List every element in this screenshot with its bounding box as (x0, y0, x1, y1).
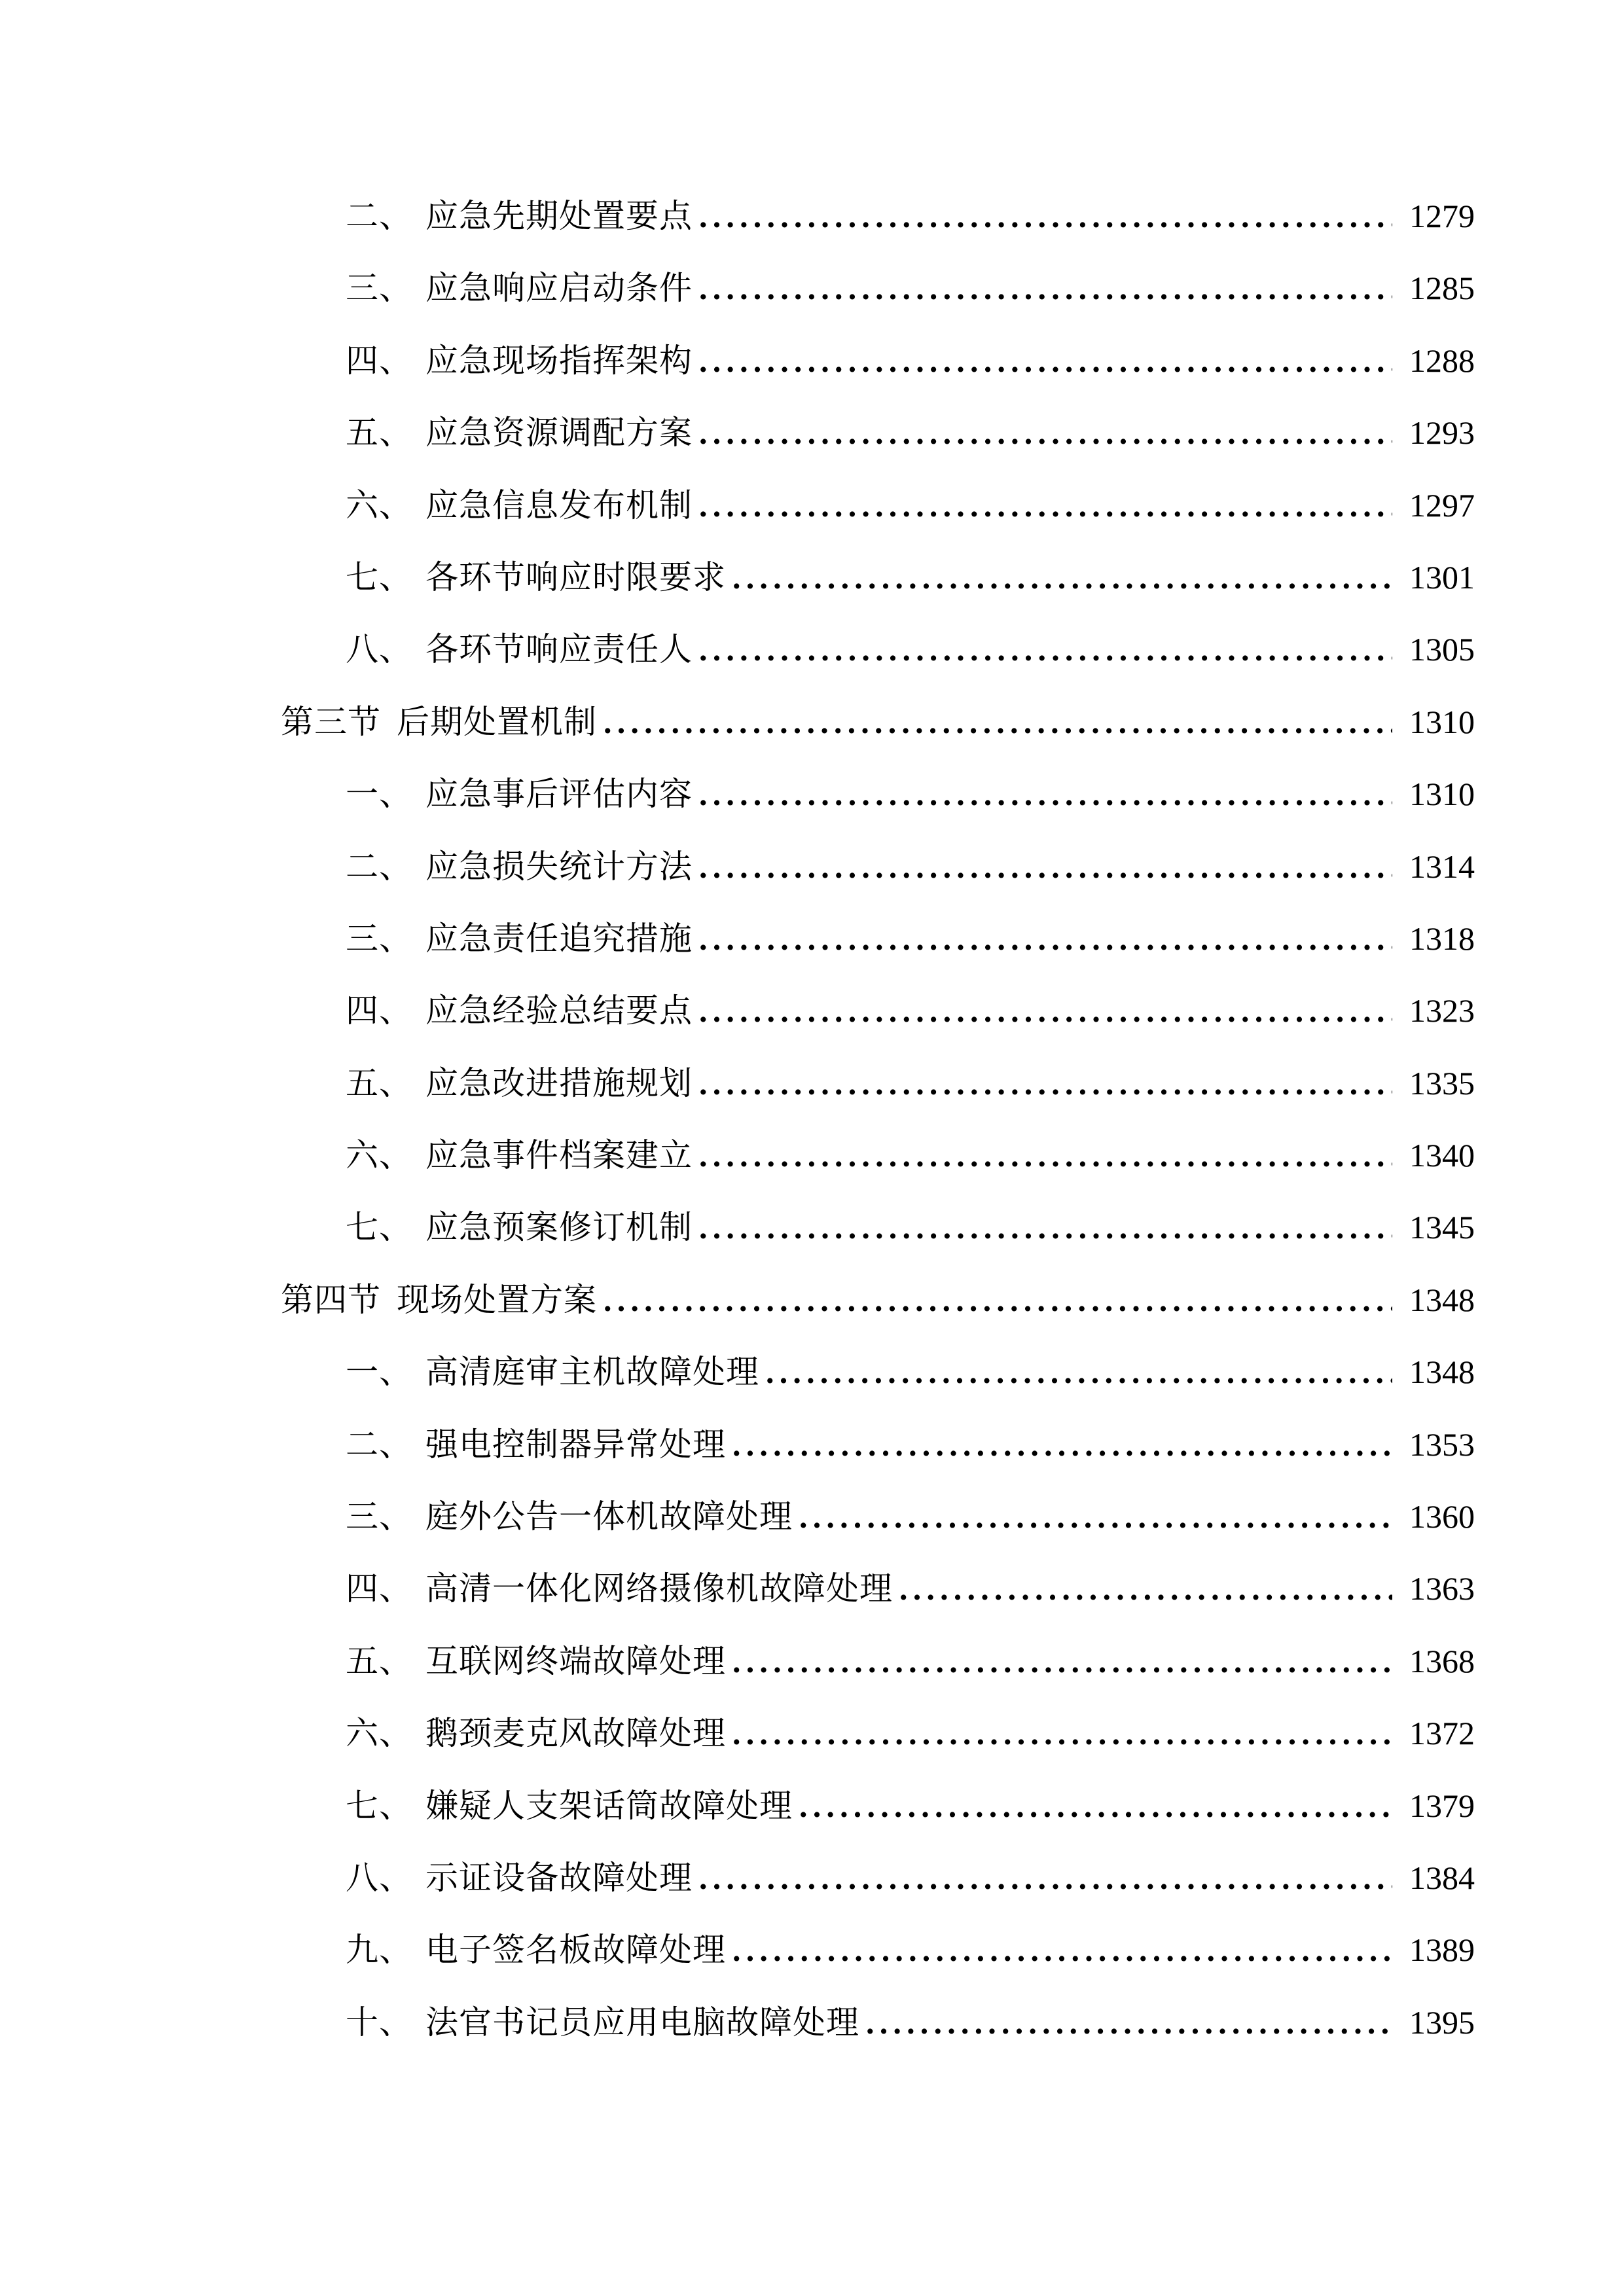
toc-entry-page-number: 1285 (1409, 270, 1475, 307)
toc-entry-page-number: 1348 (1409, 1354, 1475, 1391)
toc-entry-number: 七、 (346, 1787, 412, 1824)
toc-entry-page-number: 1293 (1409, 414, 1475, 452)
toc-entry (0, 1191, 1624, 1263)
toc-entry-title: 应急预案修订机制 (425, 1209, 693, 1246)
dot-leader (699, 469, 1392, 541)
toc-entry-title: 各环节响应责任人 (425, 631, 693, 668)
toc-entry (0, 397, 1624, 469)
toc-entry-number: 七、 (346, 558, 412, 596)
toc-entry-number: 五、 (346, 414, 412, 452)
toc-entry (0, 1480, 1624, 1552)
toc-entry-title: 应急损失统计方法 (425, 848, 693, 885)
dot-leader (766, 1336, 1392, 1408)
toc-entry-page-number: 1335 (1409, 1064, 1475, 1102)
toc-entry (0, 1986, 1624, 2058)
toc-entry-title: 应急事后评估内容 (425, 776, 693, 813)
toc-entry (0, 1119, 1624, 1191)
toc-entry-title: 嫌疑人支架话筒故障处理 (425, 1787, 793, 1824)
toc-entry-page-number: 1323 (1409, 992, 1475, 1030)
toc-entry (0, 1842, 1624, 1914)
toc-entry (0, 541, 1624, 613)
dot-leader (699, 1047, 1392, 1119)
toc-entry-page-number: 1318 (1409, 920, 1475, 957)
toc-entry (0, 1264, 1624, 1336)
toc-entry (0, 975, 1624, 1047)
toc-entry (0, 1770, 1624, 1842)
dot-leader (604, 686, 1392, 758)
toc-entry-number: 八、 (346, 1859, 412, 1896)
toc-entry-title: 应急响应启动条件 (425, 270, 693, 307)
toc-entry-page-number: 1288 (1409, 342, 1475, 379)
toc-entry-number: 六、 (346, 1137, 412, 1174)
dot-leader (799, 1480, 1392, 1552)
toc-entry-title: 强电控制器异常处理 (425, 1426, 726, 1463)
toc-entry-title: 庭外公告一体机故障处理 (425, 1498, 793, 1535)
toc-entry-number: 四、 (346, 342, 412, 379)
toc-entry-page-number: 1395 (1409, 2003, 1475, 2041)
toc-entry-title: 应急经验总结要点 (425, 992, 693, 1030)
dot-leader (699, 1842, 1392, 1914)
dot-leader (699, 180, 1392, 252)
toc-entry-page-number: 1384 (1409, 1859, 1475, 1896)
dot-leader (732, 1625, 1392, 1697)
toc-entry-title: 示证设备故障处理 (425, 1859, 693, 1896)
toc-entry (0, 758, 1624, 830)
toc-entry-number: 一、 (346, 776, 412, 813)
toc-entry-title: 后期处置机制 (397, 703, 597, 740)
toc-entry-page-number: 1363 (1409, 1570, 1475, 1607)
toc-entry-page-number: 1372 (1409, 1715, 1475, 1752)
toc-entry (0, 1336, 1624, 1408)
dot-leader (699, 758, 1392, 830)
dot-leader (699, 613, 1392, 685)
toc-entry-title: 互联网终端故障处理 (425, 1642, 726, 1679)
toc-entry-title: 应急改进措施规划 (425, 1064, 693, 1102)
toc-entry (0, 469, 1624, 541)
toc-entry-page-number: 1368 (1409, 1642, 1475, 1679)
toc-entry-number: 四、 (346, 992, 412, 1030)
dot-leader (699, 397, 1392, 469)
toc-entry-page-number: 1279 (1409, 198, 1475, 234)
toc-entry-number: 七、 (346, 1209, 412, 1246)
dot-leader (699, 831, 1392, 903)
toc-entry-page-number: 1305 (1409, 631, 1475, 668)
toc-entry-number: 二、 (346, 848, 412, 885)
toc-entry-number: 三、 (346, 1498, 412, 1535)
dot-leader (732, 1697, 1392, 1769)
dot-leader (866, 1986, 1392, 2058)
dot-leader (899, 1552, 1392, 1624)
toc-entry-page-number: 1360 (1409, 1498, 1475, 1535)
dot-leader (604, 1264, 1392, 1336)
toc-entry (0, 325, 1624, 397)
toc-entry (0, 686, 1624, 758)
toc-entry-page-number: 1379 (1409, 1787, 1475, 1824)
toc-entry-page-number: 1340 (1409, 1137, 1475, 1174)
toc-entry-number: 五、 (346, 1642, 412, 1679)
toc-entry-page-number: 1345 (1409, 1209, 1475, 1246)
toc-entry (0, 1408, 1624, 1480)
toc-entry-page-number: 1310 (1409, 776, 1475, 813)
toc-entry (0, 903, 1624, 975)
dot-leader (699, 252, 1392, 324)
dot-leader (799, 1770, 1392, 1842)
toc-entry-number: 十、 (346, 2003, 412, 2041)
toc-entry-number: 五、 (346, 1064, 412, 1102)
toc-entry-title: 鹅颈麦克风故障处理 (425, 1715, 726, 1752)
toc-entry-number: 一、 (346, 1354, 412, 1391)
toc-entry-title: 现场处置方案 (397, 1281, 597, 1318)
toc-entry-number: 六、 (346, 486, 412, 524)
toc-entry-title: 各环节响应时限要求 (425, 558, 726, 596)
toc-entry-page-number: 1314 (1409, 848, 1475, 885)
dot-leader (732, 541, 1392, 613)
dot-leader (699, 325, 1392, 397)
toc-entry (0, 1625, 1624, 1697)
toc-entry-title: 应急资源调配方案 (425, 414, 693, 452)
toc-entry (0, 1914, 1624, 1986)
dot-leader (699, 1119, 1392, 1191)
toc-entry-number: 三、 (346, 270, 412, 307)
toc-entry-title: 电子签名板故障处理 (425, 1931, 726, 1969)
dot-leader (732, 1914, 1392, 1986)
toc-entry-page-number: 1301 (1409, 558, 1475, 596)
toc-entry-number: 六、 (346, 1715, 412, 1752)
toc-entry-page-number: 1389 (1409, 1931, 1475, 1969)
toc-list (0, 180, 1624, 2058)
toc-entry-title: 应急事件档案建立 (425, 1137, 693, 1174)
dot-leader (732, 1408, 1392, 1480)
toc-entry-number: 二、 (346, 198, 412, 234)
toc-entry-title: 应急现场指挥架构 (425, 342, 693, 379)
toc-entry-title: 高清庭审主机故障处理 (425, 1354, 759, 1391)
toc-entry-page-number: 1310 (1409, 703, 1475, 740)
toc-entry (0, 831, 1624, 903)
toc-entry-title: 法官书记员应用电脑故障处理 (425, 2003, 859, 2041)
toc-entry-title: 应急信息发布机制 (425, 486, 693, 524)
toc-entry (0, 1697, 1624, 1769)
toc-entry-title: 应急责任追究措施 (425, 920, 693, 957)
toc-entry-page-number: 1353 (1409, 1426, 1475, 1463)
toc-entry (0, 252, 1624, 324)
dot-leader (699, 903, 1392, 975)
dot-leader (699, 975, 1392, 1047)
toc-entry-number: 二、 (346, 1426, 412, 1463)
dot-leader (699, 1191, 1392, 1263)
toc-entry-number: 四、 (346, 1570, 412, 1607)
toc-entry-title: 高清一体化网络摄像机故障处理 (425, 1570, 893, 1607)
toc-entry-number: 三、 (346, 920, 412, 957)
toc-entry-title: 应急先期处置要点 (425, 198, 693, 234)
toc-entry-number: 八、 (346, 631, 412, 668)
toc-entry-number: 第四节 (281, 1281, 381, 1318)
toc-entry (0, 613, 1624, 685)
toc-entry (0, 180, 1624, 252)
toc-entry (0, 1047, 1624, 1119)
toc-entry-page-number: 1348 (1409, 1281, 1475, 1318)
toc-entry-number: 九、 (346, 1931, 412, 1969)
toc-entry-number: 第三节 (281, 703, 381, 740)
toc-entry-page-number: 1297 (1409, 486, 1475, 524)
toc-entry (0, 1552, 1624, 1624)
